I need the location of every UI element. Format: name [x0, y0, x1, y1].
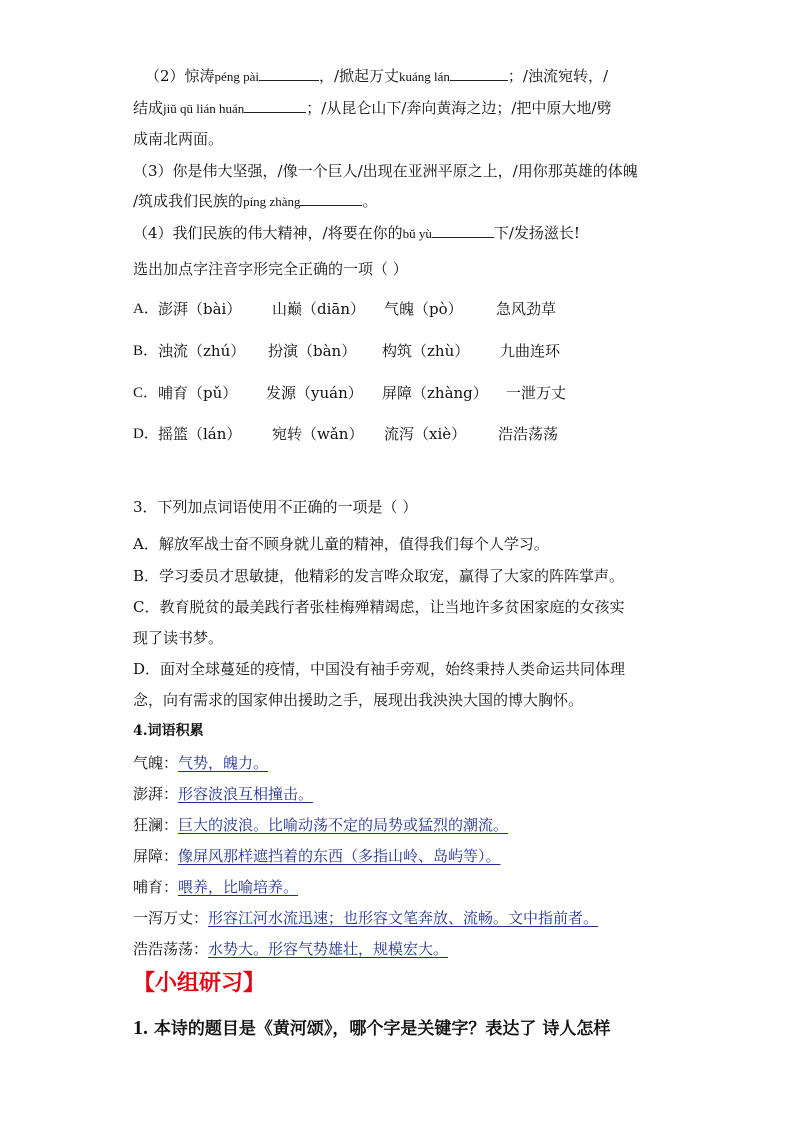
vocab-entry: [133, 814, 773, 836]
option-word: 气魄（pò）: [384, 300, 463, 318]
vocab-term: 狂澜：: [133, 816, 179, 834]
text: ，/掀起万丈: [318, 67, 400, 85]
option-label: C．: [133, 385, 159, 401]
option-word: 扮演（bàn）: [268, 342, 357, 360]
question-3: 3．下列加点词语使用不正确的一项是（ ）: [133, 498, 418, 516]
vocab-definition: 形容江河水流迅速；也形容文笔奔放、流畅。文中指前者。: [208, 909, 599, 927]
vocab-definition: 形容波浪互相撞击。: [178, 785, 314, 803]
option-word: 急风劲草: [496, 300, 557, 318]
pinyin: péng pài: [214, 69, 259, 84]
option-word: 九曲连环: [500, 342, 561, 360]
pinyin: bǔ yù: [402, 226, 432, 241]
text: 结成: [133, 99, 164, 117]
answer-blank[interactable]: [259, 66, 319, 81]
vocab-term: 浩浩荡荡：: [133, 940, 209, 958]
q3-option-c-line2: 现了读书梦。: [133, 629, 224, 647]
vocab-definition: 气势，魄力。: [178, 754, 269, 772]
option-label: A．: [133, 301, 159, 317]
option-word: 宛转（wǎn）: [272, 425, 364, 443]
item3-line2: [133, 190, 773, 213]
option-word: 哺育（pǔ）: [158, 384, 238, 402]
question-select: 选出加点字注音字形完全正确的一项（ ）: [133, 260, 408, 278]
vocab-entry: [133, 783, 773, 805]
vocab-term: 澎湃：: [133, 785, 179, 803]
pinyin: kuáng lán: [399, 69, 450, 84]
q3-option-c-line1[interactable]: C．教育脱贫的最美践行者张桂梅殚精竭虑，让当地许多贫困家庭的女孩实: [133, 598, 625, 616]
vocab-term: 屏障：: [133, 847, 179, 865]
vocab-term: 哺育：: [133, 878, 179, 896]
answer-blank[interactable]: [432, 223, 494, 238]
pinyin: píng zhàng: [243, 194, 301, 209]
vocab-definition: 喂养，比喻培养。: [178, 878, 299, 896]
item4-line1: [133, 222, 773, 245]
option-word: 浊流（zhú）: [158, 342, 246, 360]
vocab-term: 气魄：: [133, 754, 179, 772]
answer-blank[interactable]: [300, 191, 362, 206]
vocab-definition: 像屏风那样遮挡着的东西（多指山岭、岛屿等）。: [178, 847, 501, 865]
text: （4）我们民族的伟大精神，/将要在你的: [133, 224, 403, 242]
vocab-entry: [133, 907, 773, 929]
q3-option-a[interactable]: A．解放军战士奋不顾身就儿童的精神，值得我们每个人学习。: [133, 535, 549, 553]
option-word: 浩浩荡荡: [498, 425, 559, 443]
text: ；/浊流宛转，/: [507, 67, 609, 85]
item2-line1: [145, 65, 785, 88]
option-label: D．: [133, 426, 159, 442]
text: （2）惊涛: [145, 67, 215, 85]
option-word: 摇篮（lán）: [158, 425, 242, 443]
question-text: 本诗的题目是《黄河颂》，哪个字是关键字？表达了 诗人怎样: [153, 1019, 611, 1039]
option-word: 构筑（zhù）: [382, 342, 470, 360]
group-study-question-1: [133, 1014, 610, 1043]
option-word: 发源（yuán）: [266, 384, 363, 402]
question-number: 1.: [133, 1017, 148, 1039]
section-4-title: 4.词语积累: [133, 723, 204, 739]
vocab-term: 一泻万丈：: [133, 909, 209, 927]
text: ；/从昆仑山下/奔向黄海之边；/把中原大地/劈: [306, 99, 612, 117]
pinyin: jiǔ qū lián huán: [163, 101, 245, 116]
item3-line1: （3）你是伟大坚强，/像一个巨人/出现在亚洲平原之上，/用你那英雄的体魄: [133, 162, 638, 180]
q3-option-d-line2: 念，向有需求的国家伸出援助之手，展现出我泱泱大国的博大胸怀。: [133, 691, 584, 709]
item2-line3: 成南北两面。: [133, 130, 224, 148]
vocab-entry: [133, 876, 773, 898]
vocab-definition: 水势大。形容气势雄壮，规模宏大。: [208, 940, 449, 958]
vocab-entry: [133, 752, 773, 774]
option-label: B．: [133, 343, 159, 359]
answer-blank[interactable]: [450, 66, 508, 81]
vocab-entry: [133, 845, 773, 867]
option-word: 一泄万丈: [506, 384, 567, 402]
option-word: 屏障（zhàng）: [382, 384, 488, 402]
q3-option-b[interactable]: B．学习委员才思敏捷，他精彩的发言哗众取宠，赢得了大家的阵阵掌声。: [133, 567, 625, 585]
option-word: 流泻（xiè）: [384, 425, 467, 443]
answer-blank[interactable]: [244, 98, 306, 113]
text: 。: [362, 192, 378, 210]
vocab-entry: [133, 938, 773, 960]
group-study-heading: 【小组研习】: [133, 970, 266, 996]
text: 下/发扬滋长!: [493, 224, 580, 242]
vocab-definition: 巨大的波浪。比喻动荡不定的局势或猛烈的潮流。: [178, 816, 509, 834]
q3-option-d-line1[interactable]: D．面对全球蔓延的疫情，中国没有袖手旁观，始终秉持人类命运共同体理: [133, 660, 626, 678]
item2-line2: [133, 97, 773, 120]
option-word: 山巅（diān）: [272, 300, 366, 318]
option-word: 澎湃（bài）: [158, 300, 242, 318]
text: /筑成我们民族的: [133, 192, 244, 210]
